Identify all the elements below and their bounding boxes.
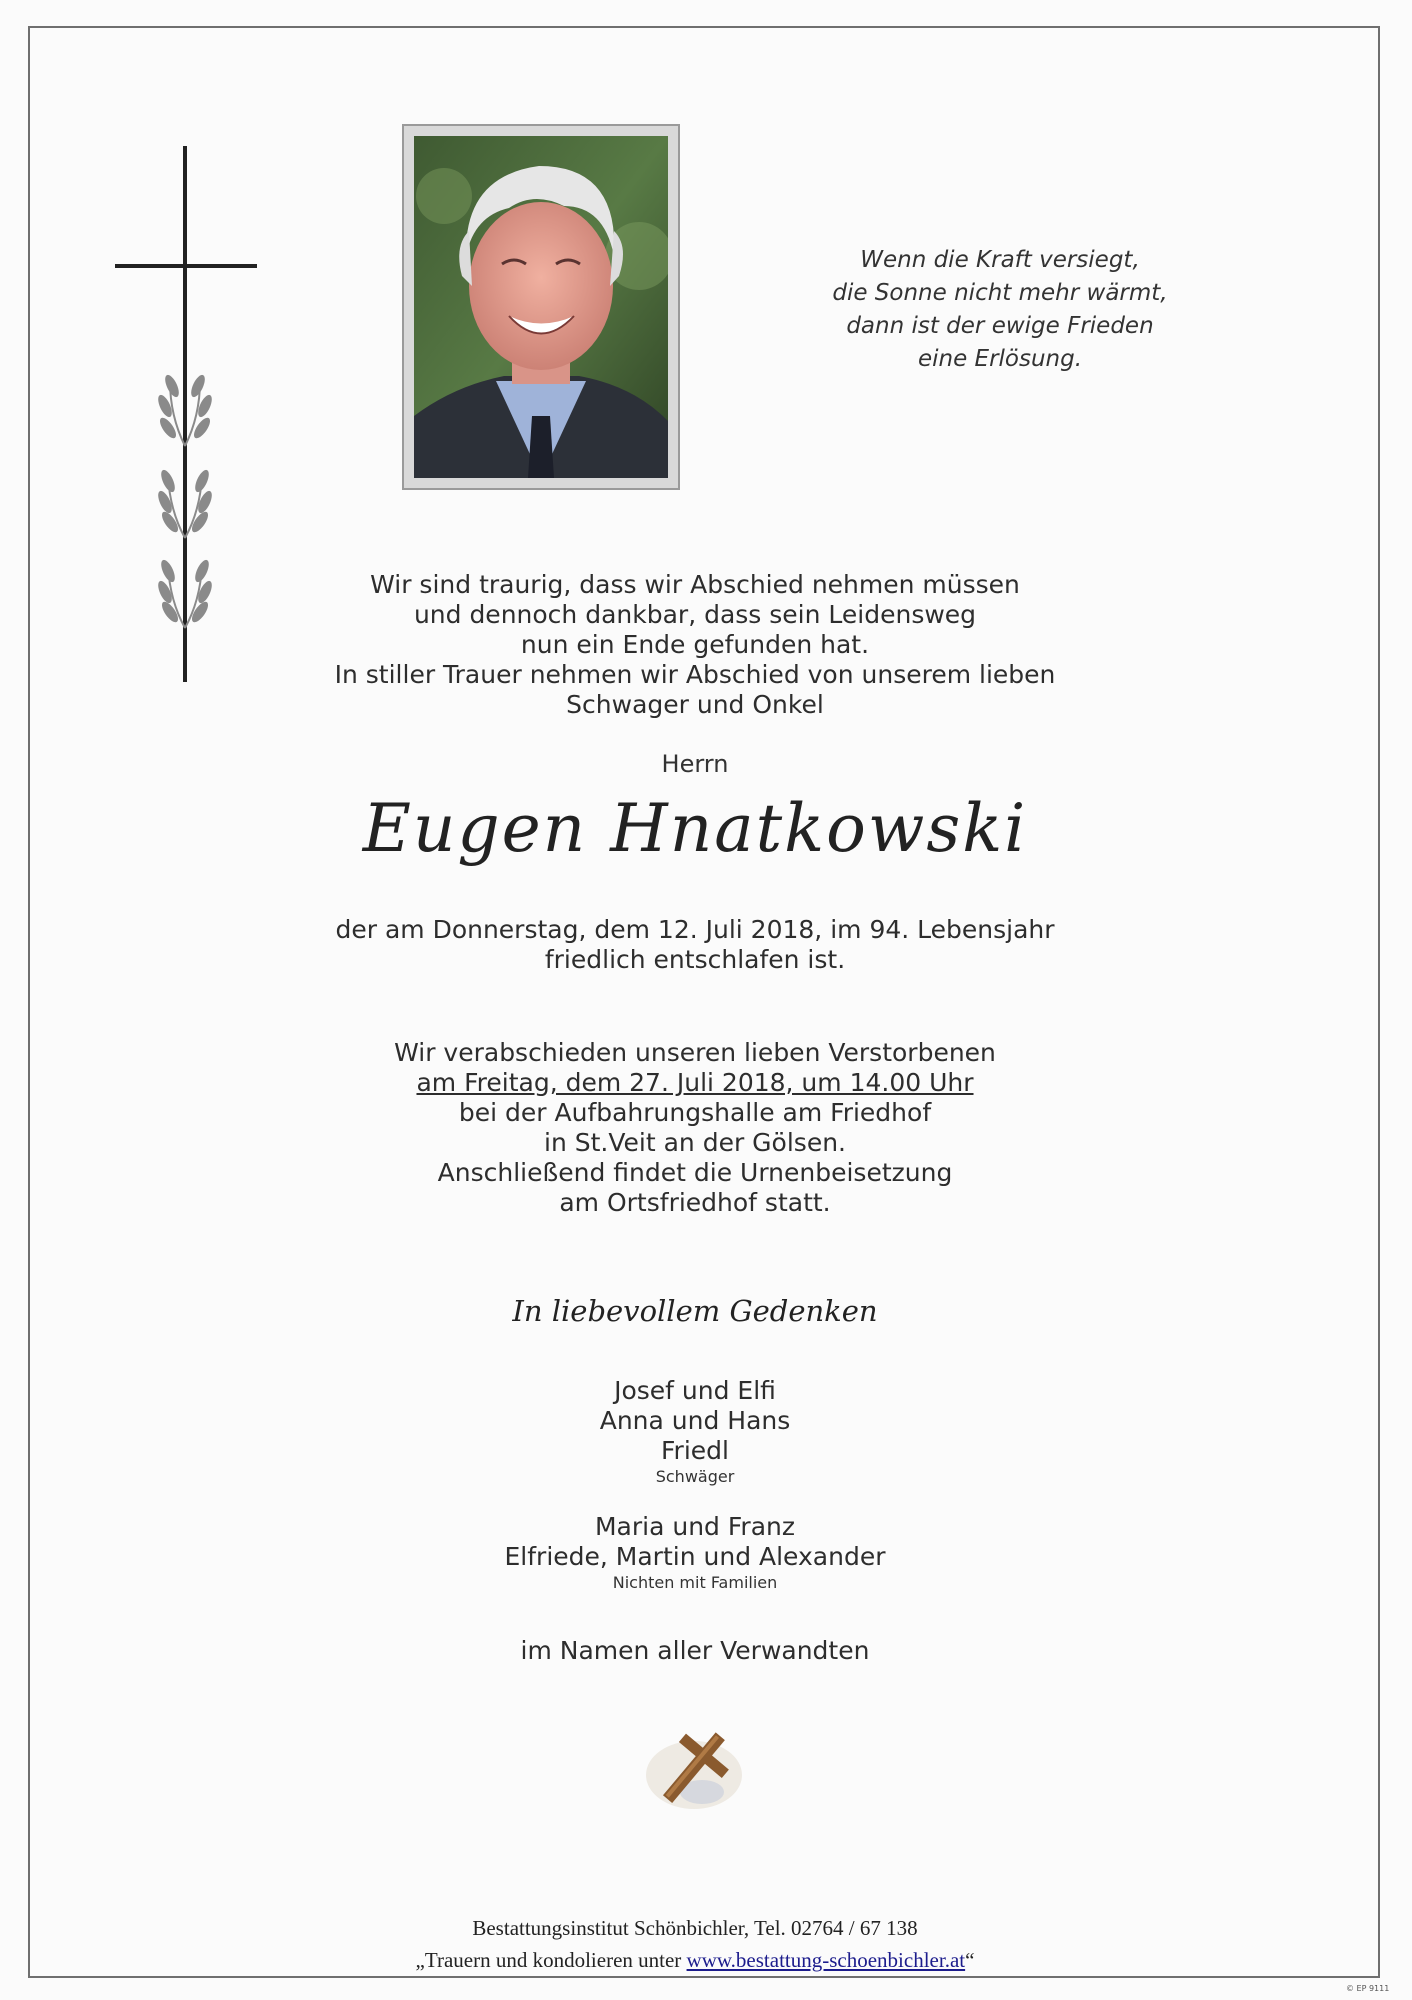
verse-line: die Sonne nicht mehr wärmt, (832, 280, 1168, 306)
mourners-group-1 (290, 1376, 1100, 1488)
condolence-line (290, 1948, 1100, 1973)
mourner-name: Josef und Elfi (614, 1376, 776, 1405)
portrait-frame (402, 124, 680, 490)
mourner-name: Elfriede, Martin und Alexander (504, 1542, 886, 1571)
service-line: bei der Aufbahrungshalle am Friedhof (458, 1098, 932, 1127)
portrait-photo (414, 136, 668, 478)
verse-line: dann ist der ewige Frieden (846, 313, 1154, 339)
service-line: in St.Veit an der Gölsen. (544, 1128, 846, 1157)
verse-line: eine Erlösung. (917, 346, 1083, 372)
service-date-line: am Freitag, dem 27. Juli 2018, um 14.00 Uhr (416, 1068, 974, 1097)
mourner-name: Maria und Franz (594, 1512, 795, 1541)
wooden-cross-icon (632, 1720, 752, 1820)
memorial-verse (780, 244, 1220, 376)
intro-paragraph (290, 570, 1100, 720)
salutation: Herrn (661, 750, 729, 778)
form-code: © EP 9111 (1346, 1984, 1390, 1993)
intro-line: Wir sind traurig, dass wir Abschied nehmen müssen (370, 570, 1020, 599)
condolence-suffix: “ (965, 1948, 975, 1972)
passing-line: friedlich entschlafen ist. (544, 945, 846, 974)
service-line: Anschließend findet die Urnenbeisetzung (437, 1158, 953, 1187)
service-paragraph (290, 1038, 1100, 1218)
funeral-home-line: Bestattungsinstitut Schönbichler, Tel. 02764 / 67 138 (472, 1916, 918, 1940)
mourners-closing: im Namen aller Verwandten (520, 1636, 870, 1665)
mourners-group-2 (290, 1512, 1100, 1594)
cross-wheat-ornament (110, 146, 270, 686)
condolence-prefix: „Trauern und kondolieren unter (415, 1948, 687, 1972)
mourner-relation: Schwäger (655, 1467, 735, 1486)
intro-line: und dennoch dankbar, dass sein Leidensweg (413, 600, 977, 629)
passing-paragraph (290, 915, 1100, 975)
service-line: Wir verabschieden unseren lieben Verstorbenen (394, 1038, 996, 1067)
service-line: am Ortsfriedhof statt. (559, 1188, 831, 1217)
condolence-link[interactable]: www.bestattung-schoenbichler.at (686, 1948, 966, 1972)
intro-line: In stiller Trauer nehmen wir Abschied von unserem lieben (334, 660, 1056, 689)
intro-line: Schwager und Onkel (566, 690, 824, 719)
mourner-relation: Nichten mit Familien (612, 1573, 778, 1592)
verse-line: Wenn die Kraft versiegt, (860, 247, 1140, 273)
deceased-name: Eugen Hnatkowski (362, 790, 1028, 867)
mourner-name: Anna und Hans (599, 1406, 791, 1435)
remembrance-heading: In liebevollem Gedenken (512, 1294, 878, 1328)
intro-line: nun ein Ende gefunden hat. (520, 630, 870, 659)
passing-line: der am Donnerstag, dem 12. Juli 2018, im 94. Lebensjahr (335, 915, 1055, 944)
mourner-name: Friedl (661, 1436, 729, 1465)
